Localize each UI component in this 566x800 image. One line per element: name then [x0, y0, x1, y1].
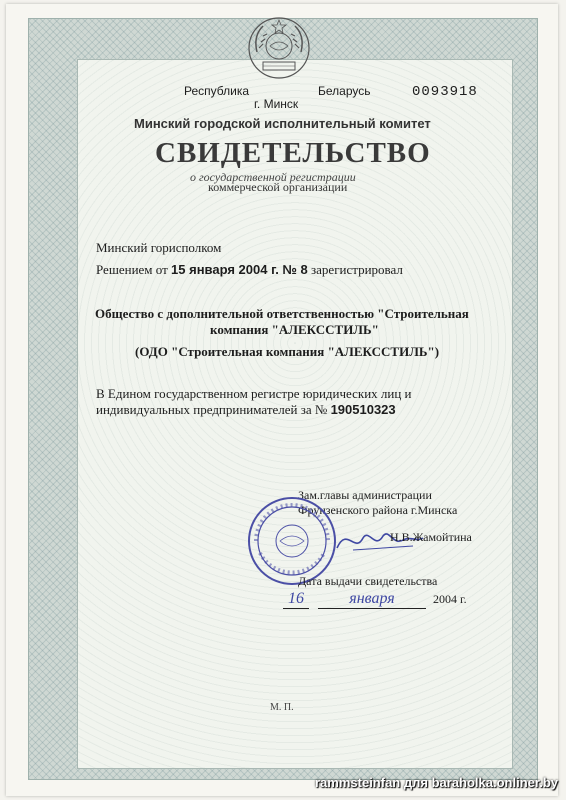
register-line2-prefix: индивидуальных предпринимателей за № [96, 402, 328, 417]
issue-year: 2004 г. [433, 592, 467, 606]
organization-name-line2: компания "АЛЕКССТИЛЬ" [210, 322, 379, 337]
watermark-text: rammsteinfan для baraholka.onliner.by [315, 775, 558, 790]
register-line2 [96, 402, 396, 418]
decision-prefix: Решением от [96, 262, 168, 277]
organization-name-line1: Общество с дополнительной ответственностью "Строительная [95, 306, 469, 321]
seal-place-mark: М. П. [270, 702, 294, 713]
issuer-text: Минский горисполком [96, 240, 222, 255]
authority-name: Минский городской исполнительный комитет [134, 116, 431, 131]
organization-short-name: (ОДО "Строительная компания "АЛЕКССТИЛЬ") [135, 344, 440, 359]
signatory-name: Н.В.Жамойтина [390, 530, 472, 544]
decision-date: 15 января 2004 г. № 8 [171, 262, 308, 277]
register-line1: В Едином государственном регистре юридических лиц и [96, 386, 412, 401]
decision-line [96, 262, 403, 278]
decision-suffix: зарегистрировал [311, 262, 403, 277]
register-number: 190510323 [330, 402, 396, 417]
country-label: Беларусь [318, 84, 371, 98]
issue-date-label: Дата выдачи свидетельства [298, 574, 438, 588]
belarus-emblem-icon [245, 14, 313, 82]
signatory-position-line1: Зам.главы администрации [298, 488, 432, 502]
city-label: г. Минск [254, 97, 299, 111]
certificate-number: 0093918 [412, 84, 478, 100]
issue-day: 16 [283, 590, 309, 609]
document-subtitle-1: о государственной регистрации [190, 170, 356, 184]
issue-date-line [283, 590, 467, 609]
issue-month: января [318, 590, 426, 609]
signatory-position-line2: Фрунзенского района г.Минска [298, 503, 458, 517]
document-title: СВИДЕТЕЛЬСТВО [155, 137, 431, 169]
document-subtitle-2: коммерческой организации [208, 180, 348, 194]
republic-label: Республика [184, 84, 250, 98]
